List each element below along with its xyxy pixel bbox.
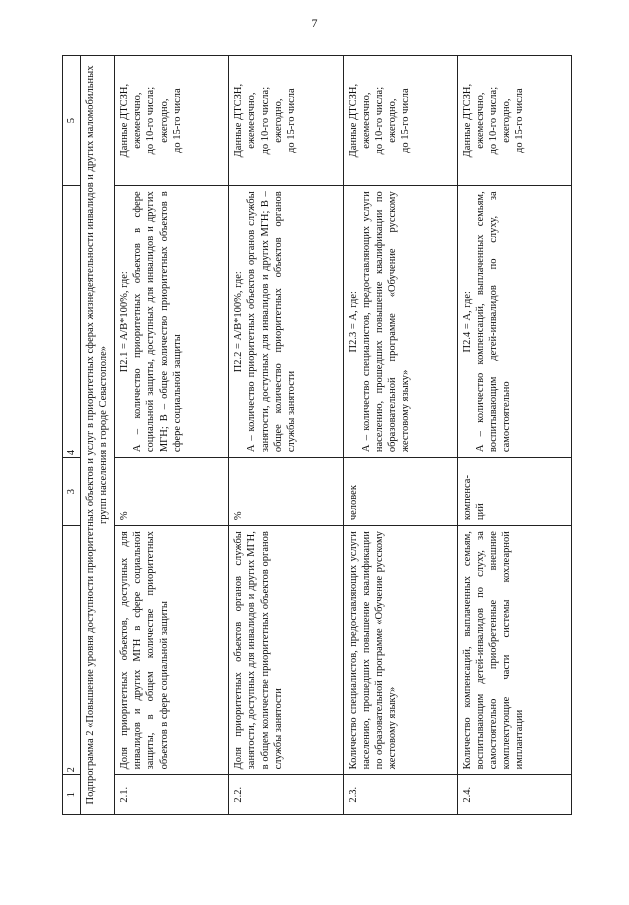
source-line: до 15-го числа: [171, 88, 183, 153]
formula-cell: [229, 186, 343, 458]
row-number: 2.1.: [115, 775, 229, 815]
source-line: ежегодно,: [272, 98, 284, 143]
source-line: до 10-го числа;: [259, 86, 271, 155]
header-col-1: 1: [63, 775, 81, 815]
source-line: ежемесячно,: [360, 92, 372, 149]
source-line: до 10-го числа;: [145, 86, 157, 155]
source-line: Данные ДТСЗН,: [233, 83, 245, 158]
row-number: 2.2.: [229, 775, 343, 815]
row-number: 2.4.: [457, 775, 571, 815]
subprogram-row: [81, 56, 115, 815]
indicators-table: [62, 55, 572, 815]
source-line: до 10-го числа;: [488, 86, 500, 155]
source-line: ежемесячно,: [246, 92, 258, 149]
formula-cell: [343, 186, 457, 458]
rotated-table-wrapper: [62, 55, 572, 891]
row-number: 2.3.: [343, 775, 457, 815]
rotated-table: [62, 55, 572, 815]
header-col-2: 2: [63, 526, 81, 775]
unit: %: [229, 458, 343, 526]
source-line: Данные ДТСЗН,: [461, 83, 473, 158]
source-line: до 15-го числа: [285, 88, 297, 153]
source-line: ежемесячно,: [474, 92, 486, 149]
formula-cell: [115, 186, 229, 458]
formula: П2.1 = А/В*100%, где:: [119, 271, 131, 373]
formula-description: А – количество специалистов, предоставляющих услуги населению, прошедших повышение квалификации по образовательной программе «Обучение русскому жестовому языку»: [360, 191, 412, 453]
page-number: 7: [311, 16, 318, 30]
table-row: [115, 56, 229, 815]
formula: П2.4 = А, где:: [461, 291, 473, 353]
formula-description: А – количество приоритетных объектов органов службы занятости, доступных для инвалидов и других МГН; В – общее количество приоритетных объектов органов службы занятости: [246, 191, 297, 453]
table-row: [229, 56, 343, 815]
source-line: до 10-го числа;: [373, 86, 385, 155]
data-source: [343, 56, 457, 186]
indicator-name: Доля приоритетных объектов органов службы занятости, доступных для инвалидов и других МГН, в общем количестве приоритетных объектов органов службы занятости: [229, 526, 343, 775]
unit: компенса-ций: [457, 458, 571, 526]
source-line: Данные ДТСЗН,: [347, 83, 359, 158]
header-col-3: 3: [63, 458, 81, 526]
source-line: ежегодно,: [386, 98, 398, 143]
formula: П2.3 = А, где:: [347, 291, 359, 353]
subprogram-title: Подпрограмма 2 «Повышение уровня доступности приоритетных объектов и услуг в приоритетных сферах жизнедеятельности инвалидов и других маломобильных групп населения в городе Севастополе»: [81, 56, 115, 815]
header-col-5: 5: [63, 56, 81, 186]
formula-description: А – количество приоритетных объектов в сфере социальной защиты, доступных для инвалидов и других МГН; В – общее количество приоритетных объектов в сфере социальной защиты: [132, 191, 183, 453]
source-line: до 15-го числа: [400, 88, 412, 153]
source-line: Данные ДТСЗН,: [119, 83, 131, 158]
formula-cell: [457, 186, 571, 458]
header-col-4: 4: [63, 186, 81, 458]
unit: человек: [343, 458, 457, 526]
formula: П2.2 = А/В*100%, где:: [233, 271, 245, 373]
data-source: [115, 56, 229, 186]
source-line: до 15-го числа: [514, 88, 526, 153]
indicator-name: Количество специалистов, предоставляющих услуги населению, прошедших повышение квалификации по образовательной программе «Обучение русскому жестовому языку»: [343, 526, 457, 775]
source-line: ежегодно,: [501, 98, 513, 143]
source-line: ежегодно,: [158, 98, 170, 143]
source-line: ежемесячно,: [132, 92, 144, 149]
unit: %: [115, 458, 229, 526]
indicator-name: Количество компенсаций, выплаченных семьям, воспитывающим детей-инвалидов по слуху, за самостоятельно приобретенные внешние комплектующие части системы кохлеарной имплантации: [457, 526, 571, 775]
data-source: [457, 56, 571, 186]
table-row: [343, 56, 457, 815]
table-row: [457, 56, 571, 815]
formula-description: А – количество компенсаций, выплаченных семьям, воспитывающим детей-инвалидов по слуху, за самостоятельно: [474, 191, 513, 453]
indicator-name: Доля приоритетных объектов, доступных для инвалидов и других МГН в сфере социальной защиты, в общем количестве приоритетных объектов в сфере социальной защиты: [115, 526, 229, 775]
data-source: [229, 56, 343, 186]
header-row: [63, 56, 81, 815]
